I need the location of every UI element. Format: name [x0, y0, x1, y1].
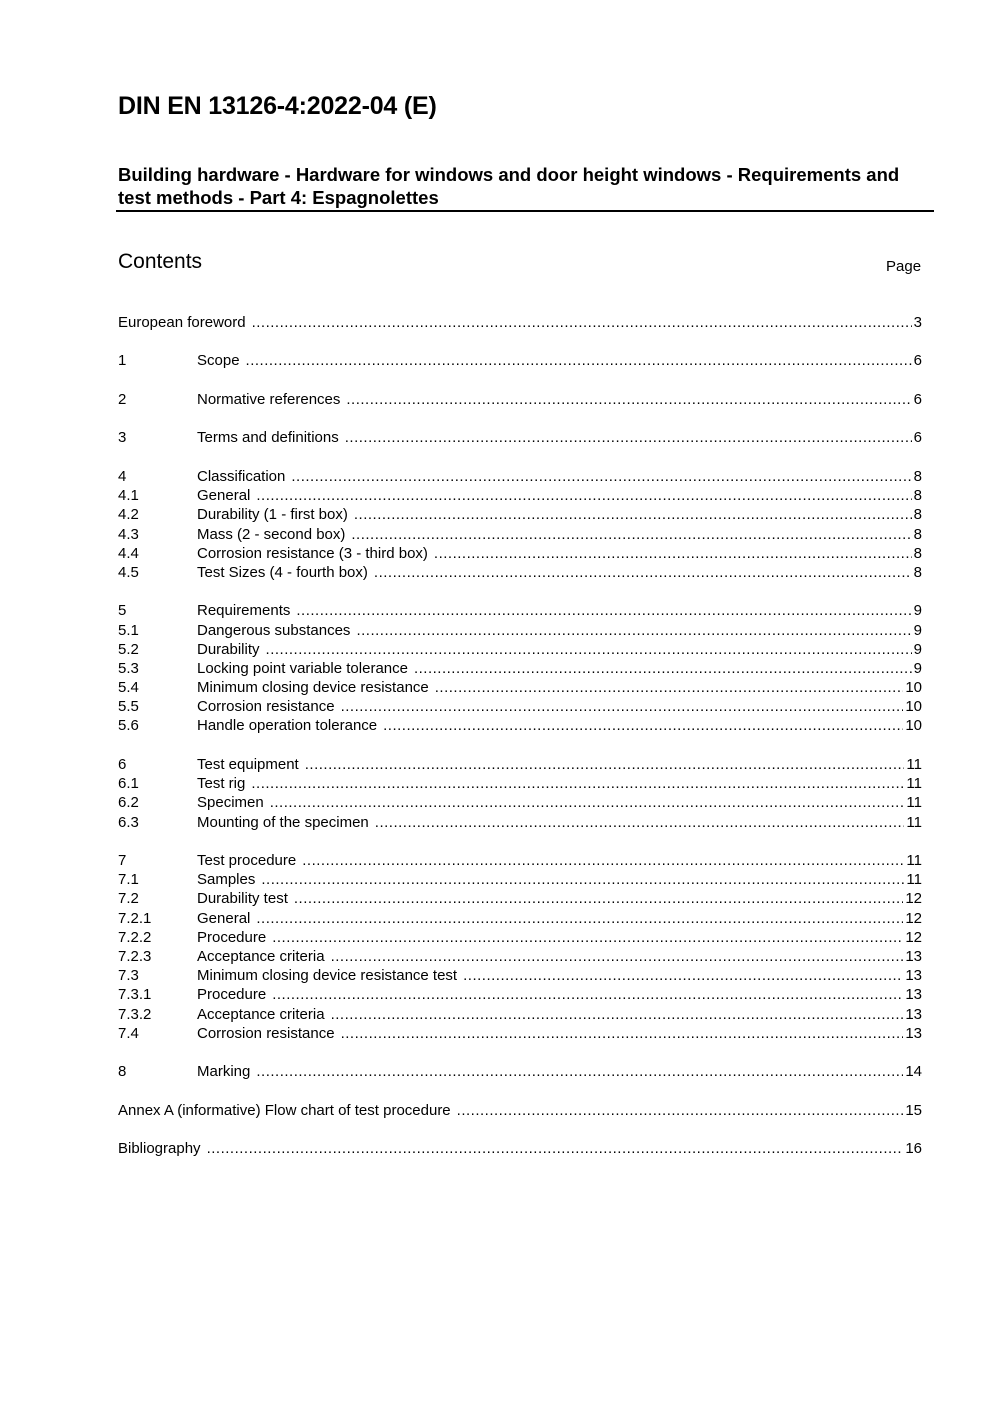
toc-entry-number: 7.4 — [118, 1024, 139, 1042]
toc-entry[interactable] — [118, 563, 922, 582]
toc-entry-number: 6 — [118, 755, 127, 773]
toc-entry-number: 5.4 — [118, 679, 139, 697]
toc-entry-page: 9 — [913, 602, 922, 620]
toc-entry-page: 11 — [906, 871, 922, 889]
toc-entry-number: 8 — [118, 1063, 127, 1081]
toc-entry-page: 8 — [913, 506, 922, 524]
toc-entry-page: 12 — [905, 909, 922, 927]
toc-entry[interactable] — [118, 621, 922, 640]
toc-group — [118, 851, 922, 1043]
toc-dot-leader — [345, 428, 912, 447]
toc-dot-leader — [272, 928, 903, 947]
toc-group — [118, 755, 922, 832]
toc-entry[interactable] — [118, 313, 922, 332]
toc-entry-title: Acceptance criteria — [197, 947, 325, 965]
toc-entry-title: Specimen — [197, 794, 264, 812]
toc-entry-page: 9 — [913, 640, 922, 658]
toc-dot-leader — [207, 1139, 904, 1158]
toc-entry[interactable] — [118, 793, 922, 812]
toc-dot-leader — [356, 621, 911, 640]
toc-entry-title: Acceptance criteria — [197, 1005, 325, 1023]
title-rule — [116, 210, 934, 212]
toc-group — [118, 428, 922, 447]
toc-entry-page: 8 — [913, 467, 922, 485]
toc-entry-number: 4.5 — [118, 563, 139, 581]
toc-dot-leader — [266, 640, 912, 659]
toc-entry-page: 6 — [913, 352, 922, 370]
toc-entry-title: Bibliography — [118, 1140, 201, 1158]
toc-entry-title: Dangerous substances — [197, 621, 351, 639]
toc-entry-number: 7.2.2 — [118, 928, 152, 946]
toc-entry-number: 7.2.1 — [118, 909, 152, 927]
contents-heading: Contents — [118, 250, 203, 273]
toc-dot-leader — [341, 697, 904, 716]
toc-entry-title: Corrosion resistance (3 - third box) — [197, 544, 428, 562]
toc-entry-title: General — [197, 909, 251, 927]
toc-entry[interactable] — [118, 716, 922, 735]
toc-entry-number: 7.2 — [118, 890, 139, 908]
toc-entry-title: Test Sizes (4 - fourth box) — [197, 563, 368, 581]
toc-entry-title: Requirements — [197, 602, 291, 620]
toc-entry-number: 4.2 — [118, 506, 139, 524]
toc-entry-page: 11 — [906, 794, 922, 812]
toc-entry[interactable] — [118, 390, 922, 409]
document-id: DIN EN 13126-4:2022-04 (E) — [118, 92, 437, 120]
toc-dot-leader — [435, 678, 904, 697]
toc-entry[interactable] — [118, 851, 922, 870]
toc-entry[interactable] — [118, 505, 922, 524]
toc-entry-title: Durability (1 - first box) — [197, 506, 348, 524]
toc-entry[interactable] — [118, 601, 922, 620]
toc-dot-leader — [296, 601, 911, 620]
toc-entry-title: Samples — [197, 871, 256, 889]
toc-entry-title: Mass (2 - second box) — [197, 525, 346, 543]
toc-group — [118, 601, 922, 735]
toc-entry[interactable] — [118, 755, 922, 774]
toc-entry[interactable] — [118, 966, 922, 985]
toc-entry[interactable] — [118, 870, 922, 889]
toc-entry-number: 5.2 — [118, 640, 139, 658]
toc-entry-number: 7.1 — [118, 871, 139, 889]
toc-dot-leader — [305, 755, 905, 774]
toc-entry-title: Test rig — [197, 775, 246, 793]
page-column-heading: Page — [886, 258, 922, 275]
toc-entry[interactable] — [118, 525, 922, 544]
toc-dot-leader — [302, 851, 904, 870]
toc-entry-page: 13 — [905, 1024, 922, 1042]
toc-entry[interactable] — [118, 544, 922, 563]
toc-dot-leader — [256, 909, 903, 928]
document-title: Building hardware - Hardware for windows and door height windows - Requirements and test methods - Part 4: Espagnolettes — [118, 164, 900, 208]
toc-entry-title: Corrosion resistance — [197, 1024, 335, 1042]
toc-dot-leader — [261, 870, 904, 889]
toc-dot-leader — [331, 947, 904, 966]
toc-entry-page: 13 — [905, 1005, 922, 1023]
toc-dot-leader — [291, 467, 911, 486]
toc-entry-number: 5.6 — [118, 717, 139, 735]
toc-entry-number: 4 — [118, 467, 127, 485]
toc-entry-page: 8 — [913, 563, 922, 581]
toc-group — [118, 313, 922, 332]
toc-entry-number: 3 — [118, 429, 127, 447]
toc-dot-leader — [251, 774, 904, 793]
toc-entry-title: Minimum closing device resistance — [197, 679, 429, 697]
toc-entry-page: 9 — [913, 659, 922, 677]
toc-entry-number: 7 — [118, 852, 127, 870]
toc-entry-title: Test equipment — [197, 755, 299, 773]
toc-entry-title: Test procedure — [197, 852, 297, 870]
toc-entry-page: 13 — [905, 947, 922, 965]
toc-entry-page: 12 — [905, 928, 922, 946]
toc-entry[interactable] — [118, 640, 922, 659]
toc-entry-page: 16 — [905, 1140, 922, 1158]
toc-entry-number: 5.3 — [118, 659, 139, 677]
toc-dot-leader — [256, 486, 911, 505]
toc-entry[interactable] — [118, 947, 922, 966]
toc-entry-page: 13 — [905, 967, 922, 985]
toc-entry-page: 8 — [913, 487, 922, 505]
toc-entry-number: 5.5 — [118, 698, 139, 716]
toc-dot-leader — [331, 1005, 904, 1024]
toc-entry[interactable] — [118, 697, 922, 716]
toc-entry-number: 7.3 — [118, 967, 139, 985]
toc-entry-number: 2 — [118, 390, 127, 408]
toc-group — [118, 1101, 922, 1120]
toc-entry[interactable] — [118, 486, 922, 505]
toc-entry[interactable] — [118, 351, 922, 370]
toc-entry-number: 5 — [118, 602, 127, 620]
toc-entry[interactable] — [118, 774, 922, 793]
toc-entry-page: 3 — [913, 314, 922, 331]
toc-entry-page: 10 — [905, 698, 922, 716]
toc-entry-title: Minimum closing device resistance test — [197, 967, 458, 985]
toc-entry-title: European foreword — [118, 314, 246, 331]
toc-entry[interactable] — [118, 1005, 922, 1024]
toc-entry-title: Normative references — [197, 390, 341, 408]
toc-entry-number: 6.3 — [118, 813, 139, 831]
toc-entry-title: Classification — [197, 467, 286, 485]
toc-group — [118, 1062, 922, 1081]
toc-entry-page: 6 — [913, 390, 922, 408]
toc-dot-leader — [354, 505, 912, 524]
toc-dot-leader — [270, 793, 905, 812]
toc-group — [118, 467, 922, 582]
toc-entry-title: Handle operation tolerance — [197, 717, 378, 735]
toc-dot-leader — [434, 544, 912, 563]
toc-entry-number: 4.4 — [118, 544, 139, 562]
toc-entry-number: 7.3.1 — [118, 986, 152, 1004]
toc-group — [118, 1139, 922, 1158]
toc-entry-number: 7.2.3 — [118, 947, 152, 965]
toc-dot-leader — [375, 813, 905, 832]
toc-dot-leader — [463, 966, 903, 985]
toc-entry[interactable] — [118, 928, 922, 947]
toc-entry[interactable] — [118, 678, 922, 697]
toc-entry-page: 6 — [913, 429, 922, 447]
toc-entry-page: 12 — [905, 890, 922, 908]
toc-dot-leader — [256, 1062, 903, 1081]
toc-entry-title: Scope — [197, 352, 240, 370]
toc-entry[interactable] — [118, 1139, 922, 1158]
toc-entry-title: Procedure — [197, 928, 267, 946]
toc-entry[interactable] — [118, 1024, 922, 1043]
toc-entry-page: 10 — [905, 717, 922, 735]
toc-dot-leader — [341, 1024, 904, 1043]
toc-entry-title: Procedure — [197, 986, 267, 1004]
toc-dot-leader — [414, 659, 912, 678]
toc-entry-title: Durability test — [197, 890, 288, 908]
toc-entry[interactable] — [118, 909, 922, 928]
toc-entry-number: 7.3.2 — [118, 1005, 152, 1023]
toc-entry[interactable] — [118, 985, 922, 1004]
toc-entry-title: Locking point variable tolerance — [197, 659, 408, 677]
toc-dot-leader — [246, 351, 912, 370]
toc-entry-title: Annex A (informative) Flow chart of test procedure — [118, 1101, 451, 1119]
toc-entry-page: 11 — [906, 813, 922, 831]
toc-entry-number: 4.3 — [118, 525, 139, 543]
toc-dot-leader — [252, 313, 912, 332]
toc-dot-leader — [294, 889, 903, 908]
toc-dot-leader — [383, 716, 903, 735]
toc-entry[interactable] — [118, 813, 922, 832]
toc-entry[interactable] — [118, 467, 922, 486]
toc-entry-number: 5.1 — [118, 621, 139, 639]
toc-entry[interactable] — [118, 889, 922, 908]
toc-entry-number: 1 — [118, 352, 127, 370]
toc-entry-page: 10 — [905, 679, 922, 697]
toc-dot-leader — [351, 525, 911, 544]
toc-entry-page: 11 — [906, 755, 922, 773]
table-of-contents — [118, 313, 922, 1178]
toc-entry-page: 11 — [906, 852, 922, 870]
toc-entry[interactable] — [118, 659, 922, 678]
toc-entry-page: 11 — [906, 775, 922, 793]
toc-entry-number: 4.1 — [118, 487, 139, 505]
toc-entry-page: 13 — [905, 986, 922, 1004]
toc-entry-title: General — [197, 487, 251, 505]
toc-group — [118, 351, 922, 370]
toc-entry-title: Marking — [197, 1063, 251, 1081]
toc-entry-title: Corrosion resistance — [197, 698, 335, 716]
toc-dot-leader — [272, 985, 903, 1004]
toc-entry[interactable] — [118, 1062, 922, 1081]
toc-entry-number: 6.1 — [118, 775, 139, 793]
toc-entry-page: 14 — [905, 1063, 922, 1081]
toc-entry-number: 6.2 — [118, 794, 139, 812]
toc-dot-leader — [346, 390, 911, 409]
toc-entry-page: 8 — [913, 544, 922, 562]
toc-group — [118, 390, 922, 409]
toc-entry-page: 15 — [905, 1101, 922, 1119]
toc-entry-page: 9 — [913, 621, 922, 639]
toc-entry-title: Mounting of the specimen — [197, 813, 369, 831]
toc-entry[interactable] — [118, 1101, 922, 1120]
toc-entry[interactable] — [118, 428, 922, 447]
toc-entry-title: Durability — [197, 640, 260, 658]
toc-dot-leader — [457, 1101, 904, 1120]
toc-dot-leader — [374, 563, 912, 582]
toc-entry-page: 8 — [913, 525, 922, 543]
toc-entry-title: Terms and definitions — [197, 429, 339, 447]
